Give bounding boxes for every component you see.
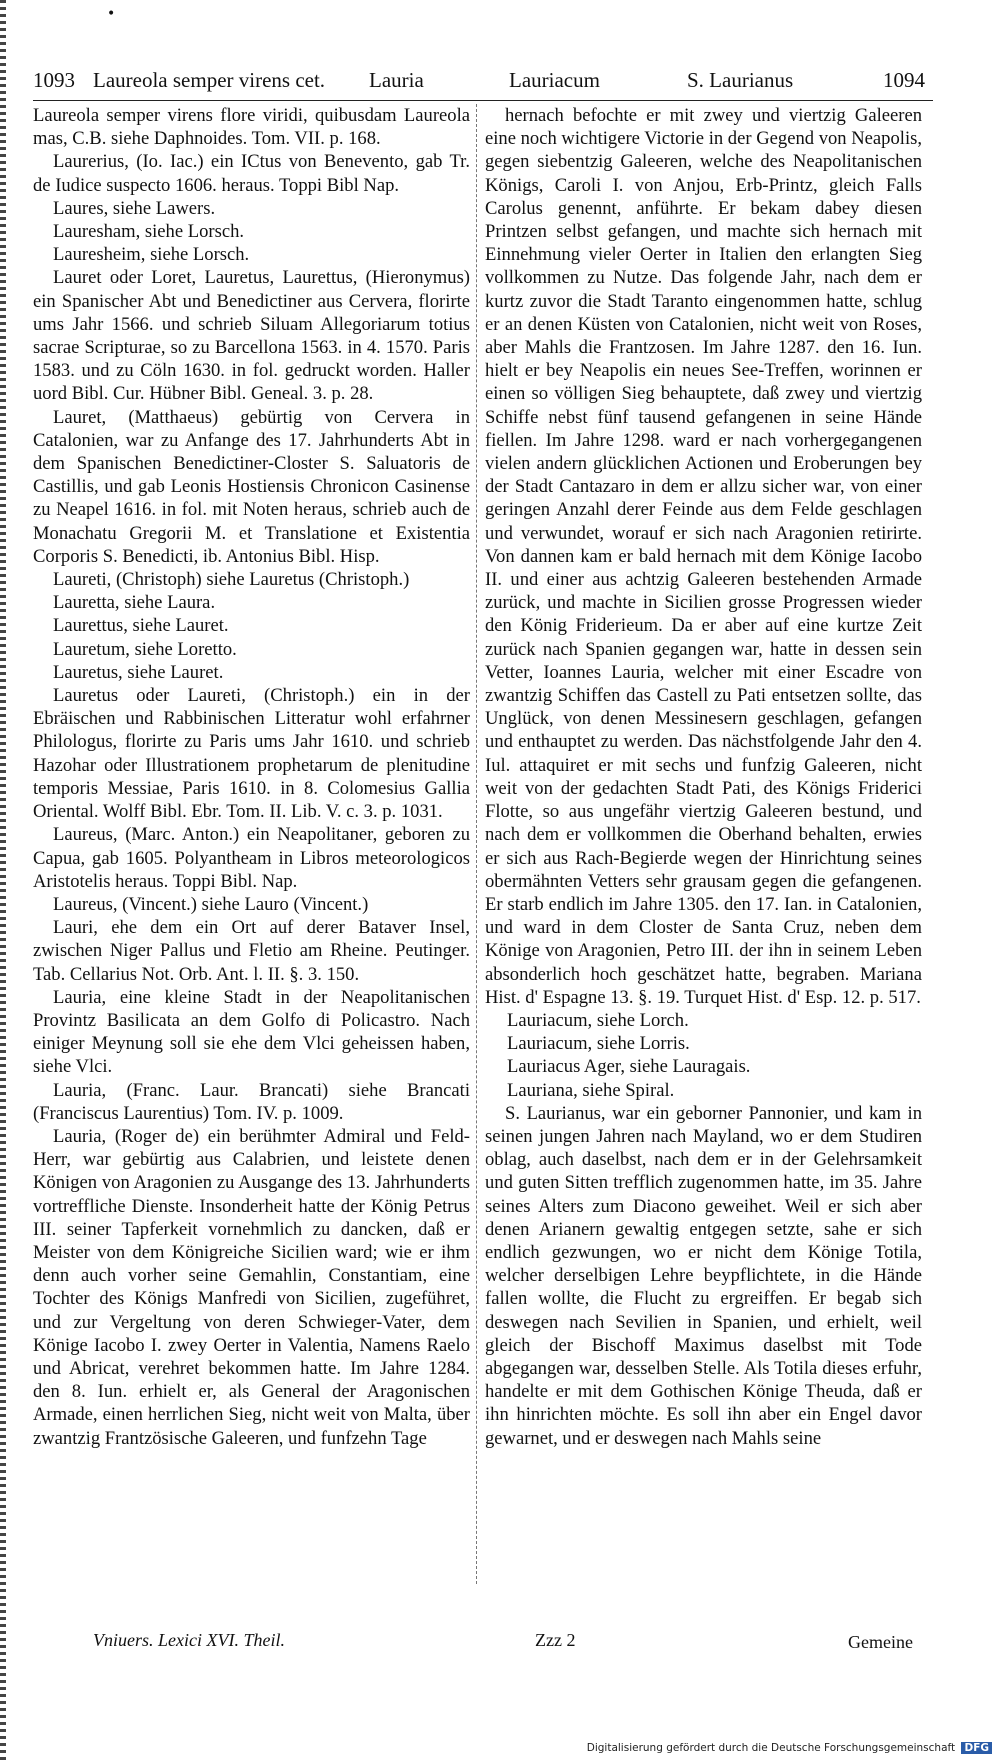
dictionary-entry: Laureti, (Christoph) siehe Lauretus (Christoph.) xyxy=(53,569,410,591)
right-keyword: S. Laurianus xyxy=(687,68,794,92)
digitization-credit xyxy=(587,1742,992,1754)
dictionary-entry: Laurettus, siehe Lauret. xyxy=(53,615,229,637)
page-edge xyxy=(0,0,6,1760)
dictionary-entry: Lauriacum, siehe Lorch. xyxy=(507,1009,689,1031)
dictionary-entry: Laures, siehe Lawers. xyxy=(53,197,216,219)
right-lemma: Lauriacum xyxy=(509,68,600,92)
left-column xyxy=(33,104,470,1624)
dictionary-entry: hernach befochte er mit zwey und viertzig Galeeren eine noch wichtigere Victorie in der Gegend von Neapolis, gegen siebentzig Galeeren, welche des Neapolitanischen Königs, Caroli I. von Anjou, Erb-Printz, gleich Falls Carolus genennt, anführte. Er bekam dabey diesen Printzen selbst gefangen, und machte sich hernach mit Einnehmung vieler Oerter in Italien den erlangten Sieg vollkommen zu Nutze. Das folgende Jahr, nach dem er kurtz zuvor die Stadt Taranto eingenommen hatte, schlug er an denen Küsten von Catalonien, nicht weit von Roses, aber Mahls die Frantzosen. Im Jahre 1287. den 16. Iun. hielt er bey Neapolis ein neues See-Treffen, worinnen er einen so völligen Sieg behauptete, daß zwey und viertzig Schiffe nebst fünf tausend gefangenen in seine Hände fiellen. Im Jahre 1298. ward er nach vorhergegangenen vielen andern glücklichen Actionen und Eroberungen bey der Stadt Cantazaro in dem er allzu sicher war, von einer geringen Anzahl derer Feinde aus dem Felde geschlagen und verwundet, worauf er sich nach Aragonien retirirte. Von dannen kam er bald hernach mit dem Könige Iacobo II. und einer aus achtzig Galeeren bestehenden Armade zurück, und machte in Sicilien grosse Progressen wieder den König Friderieum. Da er aber auf eine kurtze Zeit zurück nach Spanien gegangen war, hatte in dessen sein Vetter, Ioannes Lauria, welcher mit einer Escadre von zwantzig Schiffen das Castell zu Pati entsetzen sollte, das Unglück, von denen Messinesern geschlagen, gefangen und enthauptet zu werden. Das nächstfolgende Jahr den 4. Iul. attaquiret er mit sechs und funfzig Galeeren, nicht weit von der gedachten Stadt Pati, des Königs Friderici Flotte, so aus ungefähr viertzig Galeeren bestund, und nach dem er vollkommen die Oberhand behalten, erwies er sich aus Rach-Begierde wegen der Hinrichtung seines obermähnten Vetters sehr grausam gegen die gefangenen. Er starb endlich im Jahre 1305. den 17. Ian. in Catalonien, und ward in dem Closter de Santa Cruz, neben dem Könige von Aragonien, Petro III. der ihn in seinem Leben absonderlich hoch geschätzet hatte, begraben. Mariana Hist. d' Espagne 13. §. 19. Turquet Hist. d' Esp. 12. p. 517. xyxy=(485,105,922,1008)
dfg-logo: DFG xyxy=(961,1742,992,1754)
footer-signature: Vniuers. Lexici XVI. Theil. xyxy=(93,1630,285,1650)
column-divider xyxy=(476,104,477,1584)
dictionary-entry: Lauret, (Matthaeus) gebürtig von Cervera in Catalonien, war zu Anfange des 17. Jahrhunderts Abt in dem Spanischen Benedictiner-Closter S. Saluatoris de Castillis, und gab Leonis Hostiensis Chronicon Casinense zu Neapel 1616. in fol. mit Noten heraus, schrieb auch de Monachatu Gregorii M. et Translatione et Existentia Corporis S. Benedicti, ib. Antonius Bibl. Hisp. xyxy=(33,406,470,567)
dictionary-entry: Lauresham, siehe Lorsch. xyxy=(53,221,245,243)
dictionary-entry: Lauresheim, siehe Lorsch. xyxy=(53,244,250,266)
dictionary-entry: Lauria, (Franc. Laur. Brancati) siehe Brancati (Franciscus Laurentius) Tom. IV. p. 1009. xyxy=(33,1079,470,1124)
dictionary-entry: Lauri, ehe dem ein Ort auf derer Bataver Insel, zwischen Niger Pallus und Fletio am Rheine. Peutinger. Tab. Cellarius Not. Orb. Ant. l. II. §. 3. 150. xyxy=(33,917,470,985)
footer-catchword: Gemeine xyxy=(848,1632,913,1652)
dictionary-entry: Lauretus oder Laureti, (Christoph.) ein in der Ebräischen und Rabbinischen Litteratur wohl erfahrner Philologus, florirte zu Paris ums Jahr 1610. und schrieb Hazohar oder Illustrationem prophetarum de plenitudine temporis Messiae, Paris 1610. in 8. Colomesius Gallia Oriental. Wolff Bibl. Ebr. Tom. II. Lib. V. c. 3. p. 1031. xyxy=(33,685,470,823)
left-keyword: Laureola semper virens cet. xyxy=(93,68,326,92)
footer-sheet-mark: Zzz 2 xyxy=(535,1630,576,1650)
running-header xyxy=(33,62,933,102)
left-lemma: Lauria xyxy=(369,68,424,92)
right-column xyxy=(485,104,922,1624)
dictionary-entry: Laureus, (Marc. Anton.) ein Neapolitaner, geboren zu Capua, gab 1605. Polyantheam in Libros meteorologicos Aristotelis heraus. Toppi Bibl. Nap. xyxy=(33,824,470,892)
dictionary-entry: Lauriana, siehe Spiral. xyxy=(507,1079,675,1101)
credit-text: Digitalisierung gefördert durch die Deutsche Forschungsgemeinschaft xyxy=(586,1742,956,1754)
dictionary-entry: Lauriacum, siehe Lorris. xyxy=(507,1033,690,1055)
left-page-number: 1093 xyxy=(33,68,75,92)
right-page-number: 1094 xyxy=(883,68,925,92)
dictionary-entry: Laureus, (Vincent.) siehe Lauro (Vincent.) xyxy=(53,893,369,915)
ink-dot: • xyxy=(107,6,116,22)
dictionary-entry: Lauriacus Ager, siehe Lauragais. xyxy=(507,1056,751,1078)
dictionary-entry: Lauria, eine kleine Stadt in der Neapolitanischen Provintz Basilicata an dem Golfo di Policastro. Nach einiger Meynung soll sie ehe dem Vlci geheissen haben, siehe Vlci. xyxy=(33,986,470,1078)
dictionary-entry: Lauret oder Loret, Lauretus, Laurettus, (Hieronymus) ein Spanischer Abt und Benedictiner aus Cervera, florirte ums Jahr 1566. und schrieb Siluam Allegoriarum totius sacrae Scripturae, so zu Barcellona 1563. in 4. 1570. Paris 1583. und zu Cöln 1630. in fol. gedruckt worden. Haller uord Bibl. Cur. Hübner Bibl. Geneal. 3. p. 28. xyxy=(33,267,470,405)
header-rule xyxy=(33,100,933,101)
dictionary-entry: Laurerius, (Io. Iac.) ein ICtus von Benevento, gab Tr. de Iudice suspecto 1606. heraus. Toppi Bibl Nap. xyxy=(33,151,470,196)
dictionary-entry: Lauretta, siehe Laura. xyxy=(53,592,216,614)
dictionary-entry: Lauretus, siehe Lauret. xyxy=(53,661,224,683)
dictionary-entry: S. Laurianus, war ein geborner Pannonier, und kam in seinen jungen Jahren nach Mayland, wo er dem Studiren oblag, auch daselbst, nach dem er in der Gelehrsamkeit und guten Sitten trefflich zugenommen hatte, im 35. Jahre seines Alters zum Diacono geweihet. Weil er sich aber denen Arianern gewaltig entgegen setzte, sahe er sich endlich gezwungen, wo er nicht dem Könige Totila, welcher derselbigen Lehre beypflichtete, in die Hände fallen wollte, die Flucht zu ergreiffen. Er begab sich deswegen nach Sevilien in Spanien, und erhielt, weil gleich der Bischoff Maximus daselbst mit Tode abgegangen war, desselben Stelle. Als Totila dieses erfuhr, handelte er mit dem Gothischen Könige Theuda, daß er ihn hinrichten möchte. Es soll ihn aber ein Engel davor gewarnet, und er deswegen nach Mahls seine xyxy=(485,1102,922,1449)
dictionary-entry: Laureola semper virens flore viridi, quibusdam Laureola mas, C.B. siehe Daphnoides. Tom. VII. p. 168. xyxy=(33,105,470,150)
dictionary-entry: Lauria, (Roger de) ein berühmter Admiral und Feld-Herr, war gebürtig aus Calabrien, und leistete denen Königen von Aragonien zu Ausgange des 13. Jahrhunderts vortreffliche Dienste. Insonderheit hatte der König Petrus III. seiner Tapferkeit vornehmlich zu dancken, daß er Meister von dem Königreiche Sicilien ward; wie er ihm denn auch vorher seine Gemahlin, Constantiam, eine Tochter des Königs Manfredi von Sicilien, zugeführet, und zur Vergeltung von deren Schwieger-Vater, dem Könige Iacobo I. zwey Oerter in Valentia, Namens Raelo und Abricat, verehret bekommen hatte. Im Jahre 1284. den 8. Iun. erhielt er, als General der Aragonischen Armade, einen herrlichen Sieg, nicht weit von Malta, über zwantzig Frantzösische Galeeren, und funfzehn Tage xyxy=(33,1125,470,1449)
dictionary-entry: Lauretum, siehe Loretto. xyxy=(53,638,237,660)
